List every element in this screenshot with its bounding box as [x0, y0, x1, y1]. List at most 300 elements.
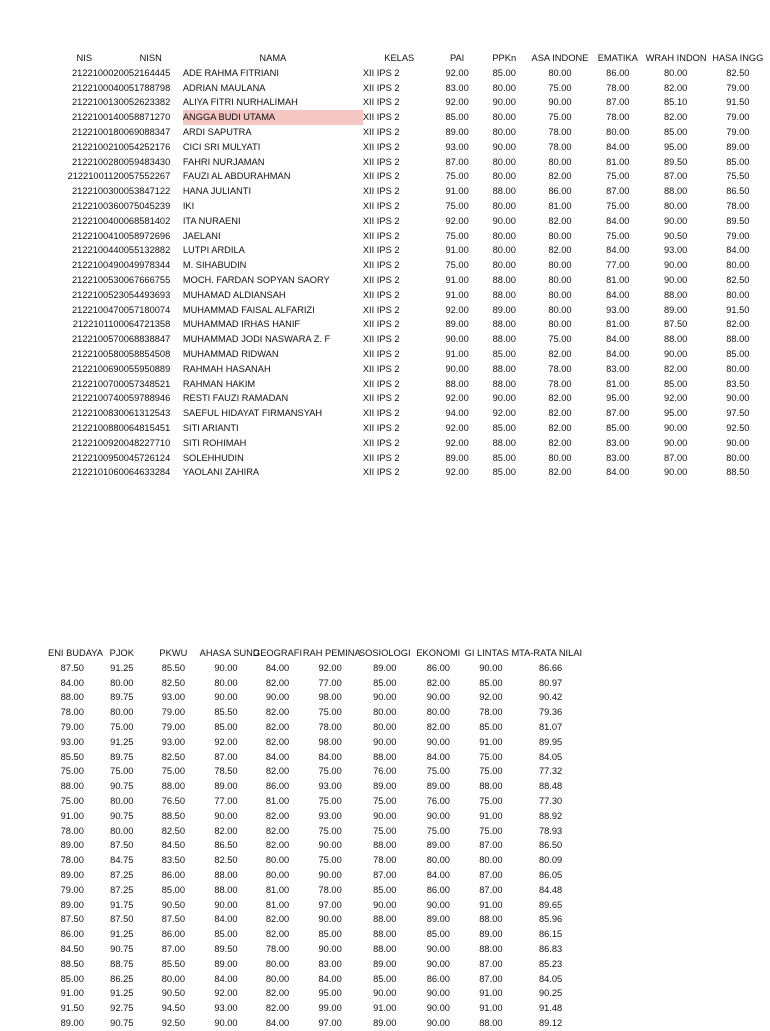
table-cell: 86.50: [726, 186, 750, 197]
table-cell: 84.00: [426, 751, 450, 762]
table-cell: 92.00: [318, 662, 342, 673]
table-cell: 93.00: [445, 141, 469, 152]
table-cell: 87.00: [664, 171, 688, 182]
table-cell: 79.00: [60, 884, 84, 895]
table-cell: ITA NURAENI: [182, 215, 241, 226]
table-cell: 95.00: [318, 988, 342, 999]
table-cell: 86.66: [538, 662, 563, 673]
table-cell: 89.00: [426, 914, 450, 925]
table-row: [48, 690, 584, 705]
table-cell: XII IPS 2: [362, 319, 400, 330]
table-cell: 212210049: [72, 260, 119, 271]
table-cell: 87.00: [161, 943, 186, 954]
table-cell: 82.00: [265, 736, 290, 747]
table-cell: 80.00: [548, 452, 572, 463]
table-cell: 84.00: [606, 141, 630, 152]
table-cell: 82.00: [664, 82, 688, 93]
table-cell: 78.00: [606, 82, 630, 93]
table-cell: XII IPS 2: [362, 141, 400, 152]
table-cell: 93.00: [161, 736, 186, 747]
table-cell: 90.00: [426, 1003, 450, 1014]
column-header: HASA INGG: [712, 53, 764, 63]
table-cell: 75.00: [445, 200, 469, 211]
table-cell: XII IPS 2: [362, 289, 400, 300]
table-row: [50, 155, 770, 170]
table-cell: 93.00: [161, 692, 186, 703]
table-cell: MUHAMMAD RIDWAN: [182, 348, 279, 359]
table-cell: 0068838847: [118, 334, 171, 345]
table-cell: XII IPS 2: [362, 467, 400, 478]
table-cell: 90.00: [726, 393, 750, 404]
column-header: PPKn: [492, 53, 517, 63]
table-cell: 0052164445: [118, 67, 171, 78]
table-cell: 98.00: [318, 692, 342, 703]
table-cell: 82.00: [548, 215, 572, 226]
table-cell: 0058871270: [118, 112, 171, 123]
table-cell: 212210053: [72, 274, 119, 285]
table-cell: 212210030: [72, 186, 119, 197]
table-cell: 77.00: [214, 795, 238, 806]
table-cell: XII IPS 2: [362, 112, 400, 123]
table-cell: 212210002: [72, 67, 119, 78]
table-cell: SITI ROHIMAH: [182, 437, 247, 448]
table-cell: 80.00: [492, 260, 516, 271]
table-row: [48, 794, 584, 809]
table-row: [48, 853, 584, 868]
table-cell: 90.00: [664, 467, 688, 478]
table-cell: 87.00: [479, 840, 503, 851]
table-cell: 88.00: [60, 692, 84, 703]
table-cell: 89.75: [110, 751, 134, 762]
table-cell: 0075045239: [118, 200, 171, 211]
table-cell: 80.00: [492, 126, 516, 137]
column-header: PKWU: [159, 648, 188, 658]
table-cell: XII IPS 2: [362, 334, 400, 345]
table-cell: 92.00: [214, 736, 238, 747]
table-cell: 88.00: [664, 334, 688, 345]
table-cell: 78.00: [373, 855, 397, 866]
table-cell: 0053847122: [118, 186, 171, 197]
table-cell: 90.75: [110, 781, 134, 792]
table-cell: 0052623382: [118, 97, 171, 108]
table-cell: 90.00: [373, 988, 397, 999]
table-cell: 3054493693: [118, 289, 171, 300]
table-cell: 92.00: [445, 97, 469, 108]
table-cell: 82.00: [265, 825, 290, 836]
table-row: [50, 243, 770, 258]
table-cell: 90.00: [214, 692, 238, 703]
table-cell: 81.07: [538, 721, 563, 732]
table-row: [50, 421, 770, 436]
table-cell: 84.00: [318, 973, 342, 984]
table-row: [50, 258, 770, 273]
table-cell: 92.00: [214, 988, 238, 999]
table-cell: 89.00: [214, 781, 238, 792]
table-cell: 88.00: [492, 437, 516, 448]
table-cell: 81.00: [265, 795, 290, 806]
table-cell: M. SIHABUDIN: [182, 260, 247, 271]
table-cell: 90.00: [664, 422, 688, 433]
table-cell: MUHAMMAD FAISAL ALFARIZI: [182, 304, 315, 315]
table-cell: 90.00: [265, 692, 290, 703]
table-cell: 87.00: [445, 156, 469, 167]
table-cell: 90.75: [110, 943, 134, 954]
table-cell: 82.50: [214, 855, 238, 866]
table-cell: 91.50: [60, 1003, 84, 1014]
table-cell: 88.00: [479, 914, 503, 925]
table-cell: 88.00: [664, 289, 688, 300]
table-cell: 80.00: [265, 869, 290, 880]
table-cell: 88.00: [479, 1017, 503, 1028]
table-cell: XII IPS 2: [362, 200, 400, 211]
table-cell: 88.00: [373, 943, 397, 954]
table-cell: 0057348521: [118, 378, 171, 389]
table-cell: JAELANI: [182, 230, 221, 241]
table-header: [48, 646, 584, 661]
table-cell: 95.00: [606, 393, 630, 404]
table-row: [50, 377, 770, 392]
table-cell: 88.00: [445, 378, 469, 389]
table-cell: 99.00: [318, 1003, 342, 1014]
table-cell: XII IPS 2: [362, 363, 400, 374]
table-cell: 82.00: [548, 348, 572, 359]
table-cell: 90.00: [445, 363, 469, 374]
table-cell: 91.00: [479, 988, 503, 999]
table-cell: 82.00: [265, 914, 290, 925]
table-row: [48, 779, 584, 794]
table-cell: 84.00: [318, 751, 342, 762]
table-cell: 78.00: [548, 141, 572, 152]
table-cell: 75.00: [606, 200, 630, 211]
table-cell: 90.00: [445, 334, 469, 345]
table-cell: 80.00: [214, 677, 238, 688]
table-cell: 85.00: [606, 422, 630, 433]
table-cell: 0055950889: [118, 363, 171, 374]
table-row: [50, 229, 770, 244]
table-cell: 85.00: [479, 677, 503, 688]
table-cell: 85.00: [214, 929, 238, 940]
table-cell: 75.00: [318, 825, 342, 836]
table-cell: 88.00: [492, 289, 516, 300]
table-cell: 95.00: [664, 408, 688, 419]
table-cell: 87.00: [606, 97, 630, 108]
table-cell: 80.00: [548, 230, 572, 241]
table-cell: 87.25: [110, 884, 134, 895]
table-row: [50, 465, 770, 480]
table-row: [48, 957, 584, 972]
table-cell: 212210057: [72, 334, 119, 345]
table-cell: MUHAMMAD IRHAS HANIF: [182, 319, 301, 330]
table-cell: 88.00: [492, 274, 516, 285]
table-cell: 0069088347: [118, 126, 171, 137]
table-cell: 87.00: [214, 751, 238, 762]
table-cell: 75.00: [445, 171, 469, 182]
table-cell: 82.00: [265, 840, 290, 851]
table-cell: 88.00: [60, 781, 84, 792]
table-cell: 90.50: [161, 988, 186, 999]
table-cell: 81.00: [606, 378, 630, 389]
table-cell: RESTI FAUZI RAMADAN: [182, 393, 289, 404]
table-cell: 84.00: [606, 215, 630, 226]
table-cell: 82.00: [265, 766, 290, 777]
table-cell: 85.50: [161, 958, 186, 969]
table-cell: 82.00: [265, 707, 290, 718]
table-cell: 90.00: [318, 914, 342, 925]
table-cell: 78.00: [548, 363, 572, 374]
table-cell: 75.00: [445, 230, 469, 241]
table-cell: 90.00: [492, 393, 516, 404]
table-cell: 81.00: [548, 200, 572, 211]
table-cell: 91.50: [726, 304, 750, 315]
table-cell: CICI SRI MULYATI: [182, 141, 261, 152]
table-cell: 90.75: [110, 810, 134, 821]
table-cell: 90.00: [214, 810, 238, 821]
table-cell: 0061312543: [118, 408, 171, 419]
table-cell: 91.00: [479, 736, 503, 747]
table-cell: 87.00: [606, 408, 630, 419]
table-row: [48, 972, 584, 987]
table-cell: 84.00: [606, 467, 630, 478]
table-cell: 82.50: [161, 677, 186, 688]
table-cell: 80.00: [726, 363, 750, 374]
table-cell: LUTPI ARDILA: [182, 245, 245, 256]
table-cell: 77.32: [538, 766, 563, 777]
table-header: [50, 51, 770, 66]
table-cell: 90.00: [492, 97, 516, 108]
table-cell: 75.00: [110, 766, 134, 777]
table-cell: 89.00: [479, 929, 503, 940]
table-cell: 78.00: [60, 825, 84, 836]
table-row: [50, 140, 770, 155]
table-cell: 212210074: [72, 393, 119, 404]
table-cell: 80.00: [548, 156, 572, 167]
table-row: [50, 288, 770, 303]
table-cell: 80.00: [726, 452, 750, 463]
table-cell: 0064633284: [118, 467, 171, 478]
table-row: [48, 986, 584, 1001]
subject-scores-table: [48, 646, 584, 1031]
table-cell: 84.00: [265, 751, 290, 762]
table-cell: 0054252176: [118, 141, 171, 152]
table-cell: 92.00: [664, 393, 688, 404]
table-cell: 92.00: [445, 67, 469, 78]
table-cell: 85.00: [60, 973, 84, 984]
table-cell: 92.00: [445, 467, 469, 478]
table-cell: 87.00: [373, 869, 397, 880]
table-row: [48, 912, 584, 927]
table-cell: 75.00: [479, 825, 503, 836]
table-cell: 87.00: [479, 973, 503, 984]
table-cell: 91.50: [726, 97, 750, 108]
table-cell: 86.00: [606, 67, 630, 78]
table-cell: 86.00: [426, 662, 450, 673]
table-cell: SITI ARIANTI: [182, 422, 239, 433]
table-cell: 85.50: [161, 662, 186, 673]
table-cell: 75.00: [318, 707, 342, 718]
table-row: [50, 110, 770, 125]
table-cell: 88.00: [492, 334, 516, 345]
table-cell: 212210106: [72, 467, 119, 478]
table-cell: 75.00: [445, 260, 469, 271]
table-cell: 78.00: [726, 200, 750, 211]
table-cell: 93.00: [664, 245, 688, 256]
table-cell: ARDI SAPUTRA: [182, 126, 252, 137]
table-cell: 80.00: [548, 319, 572, 330]
table-cell: 84.05: [538, 751, 563, 762]
table-cell: 93.00: [214, 1003, 238, 1014]
table-cell: 86.00: [426, 973, 450, 984]
table-cell: 0067666755: [118, 274, 171, 285]
table-cell: 91.75: [110, 899, 134, 910]
table-cell: 75.00: [318, 855, 342, 866]
table-cell: 82.00: [664, 112, 688, 123]
table-cell: 212210088: [72, 422, 119, 433]
table-cell: 84.00: [265, 1017, 290, 1028]
table-cell: ADRIAN MAULANA: [182, 82, 266, 93]
table-cell: XII IPS 2: [362, 230, 400, 241]
table-cell: 90.00: [426, 943, 450, 954]
table-cell: 0057552267: [118, 171, 171, 182]
table-cell: 80.00: [426, 855, 450, 866]
table-cell: XII IPS 2: [362, 437, 400, 448]
table-cell: 80.00: [492, 156, 516, 167]
table-cell: 97.50: [726, 408, 750, 419]
table-row: [48, 838, 584, 853]
table-row: [50, 451, 770, 466]
table-cell: 75.00: [110, 721, 134, 732]
table-cell: 97.00: [318, 899, 342, 910]
table-cell: 89.50: [664, 156, 688, 167]
table-cell: 75.00: [479, 766, 503, 777]
table-cell: 84.50: [60, 943, 84, 954]
column-header: ASA INDONE: [531, 53, 589, 63]
table-cell: 90.00: [548, 97, 572, 108]
table-cell: 93.00: [606, 304, 630, 315]
table-cell: 88.00: [726, 334, 750, 345]
table-cell: 212210069: [72, 363, 119, 374]
table-cell: XII IPS 2: [362, 408, 400, 419]
table-cell: 212210047: [72, 304, 119, 315]
table-cell: 212210070: [72, 378, 119, 389]
table-cell: 89.00: [445, 319, 469, 330]
table-cell: 75.00: [161, 766, 186, 777]
table-cell: 86.50: [214, 840, 238, 851]
table-cell: 0058972696: [118, 230, 171, 241]
table-cell: 90.25: [538, 988, 563, 999]
table-cell: 97.00: [318, 1017, 342, 1028]
table-row: [48, 898, 584, 913]
table-cell: XII IPS 2: [362, 156, 400, 167]
table-row: [48, 868, 584, 883]
table-cell: 85.00: [492, 467, 516, 478]
column-header: EKONOMI: [416, 648, 461, 658]
table-cell: 81.00: [265, 884, 290, 895]
table-cell: 0064815451: [118, 422, 171, 433]
table-cell: XII IPS 2: [362, 97, 400, 108]
table-cell: 89.00: [60, 899, 84, 910]
table-row: [48, 1001, 584, 1016]
table-cell: 85.00: [726, 156, 750, 167]
table-cell: 91.00: [479, 899, 503, 910]
table-cell: 95.00: [664, 141, 688, 152]
table-cell: 80.00: [664, 200, 688, 211]
table-cell: 85.00: [492, 67, 516, 78]
table-cell: 92.75: [110, 1003, 134, 1014]
table-cell: XII IPS 2: [362, 171, 400, 182]
table-cell: 212210004: [72, 82, 119, 93]
table-cell: 0058854508: [118, 348, 171, 359]
table-cell: 90.00: [373, 810, 397, 821]
table-row: [50, 184, 770, 199]
table-cell: 85.00: [726, 348, 750, 359]
column-header: NISN: [139, 53, 162, 63]
table-cell: 85.23: [538, 958, 563, 969]
table-body: [50, 66, 770, 480]
table-cell: 91.00: [445, 186, 469, 197]
table-cell: 80.00: [548, 304, 572, 315]
table-cell: SAEFUL HIDAYAT FIRMANSYAH: [182, 408, 323, 419]
table-cell: 91.00: [373, 1003, 397, 1014]
table-cell: XII IPS 2: [362, 67, 400, 78]
table-cell: 82.00: [265, 721, 290, 732]
table-cell: 87.50: [110, 914, 134, 925]
table-cell: 92.00: [445, 437, 469, 448]
table-cell: 90.00: [426, 1017, 450, 1028]
table-cell: 75.00: [548, 334, 572, 345]
table-cell: XII IPS 2: [362, 186, 400, 197]
table-cell: 89.75: [110, 692, 134, 703]
table-cell: 212210095: [72, 452, 119, 463]
table-cell: 89.00: [373, 958, 397, 969]
table-cell: 80.00: [265, 855, 290, 866]
table-cell: FAHRI NURJAMAN: [182, 156, 265, 167]
table-cell: 80.00: [265, 973, 290, 984]
table-cell: 84.00: [606, 348, 630, 359]
table-cell: 90.75: [110, 1017, 134, 1028]
table-cell: 78.00: [318, 884, 342, 895]
table-cell: 76.00: [373, 766, 397, 777]
table-cell: 84.00: [606, 334, 630, 345]
table-cell: 85.96: [538, 914, 563, 925]
table-body: [48, 661, 584, 1031]
table-cell: XII IPS 2: [362, 422, 400, 433]
table-cell: 87.50: [110, 840, 134, 851]
table-cell: 88.00: [373, 929, 397, 940]
table-cell: 80.00: [664, 67, 688, 78]
table-cell: 82.50: [726, 67, 750, 78]
table-cell: 90.00: [426, 988, 450, 999]
table-row: [48, 705, 584, 720]
table-cell: 86.00: [548, 186, 572, 197]
table-cell: 78.00: [60, 855, 84, 866]
table-cell: 84.00: [214, 914, 238, 925]
table-cell: 85.00: [373, 677, 397, 688]
table-cell: XII IPS 2: [362, 245, 400, 256]
table-cell: 87.50: [161, 914, 186, 925]
table-cell: 84.00: [726, 245, 750, 256]
table-cell: XII IPS 2: [362, 393, 400, 404]
table-cell: 89.50: [214, 943, 238, 954]
table-cell: 86.00: [161, 869, 186, 880]
table-cell: 88.50: [161, 810, 186, 821]
table-cell: 90.00: [318, 840, 342, 851]
table-cell: 0049978344: [118, 260, 171, 271]
table-cell: 84.00: [606, 245, 630, 256]
table-cell: 88.50: [726, 467, 750, 478]
table-cell: 75.00: [426, 825, 450, 836]
table-cell: 86.00: [265, 781, 290, 792]
table-cell: 93.00: [318, 810, 342, 821]
